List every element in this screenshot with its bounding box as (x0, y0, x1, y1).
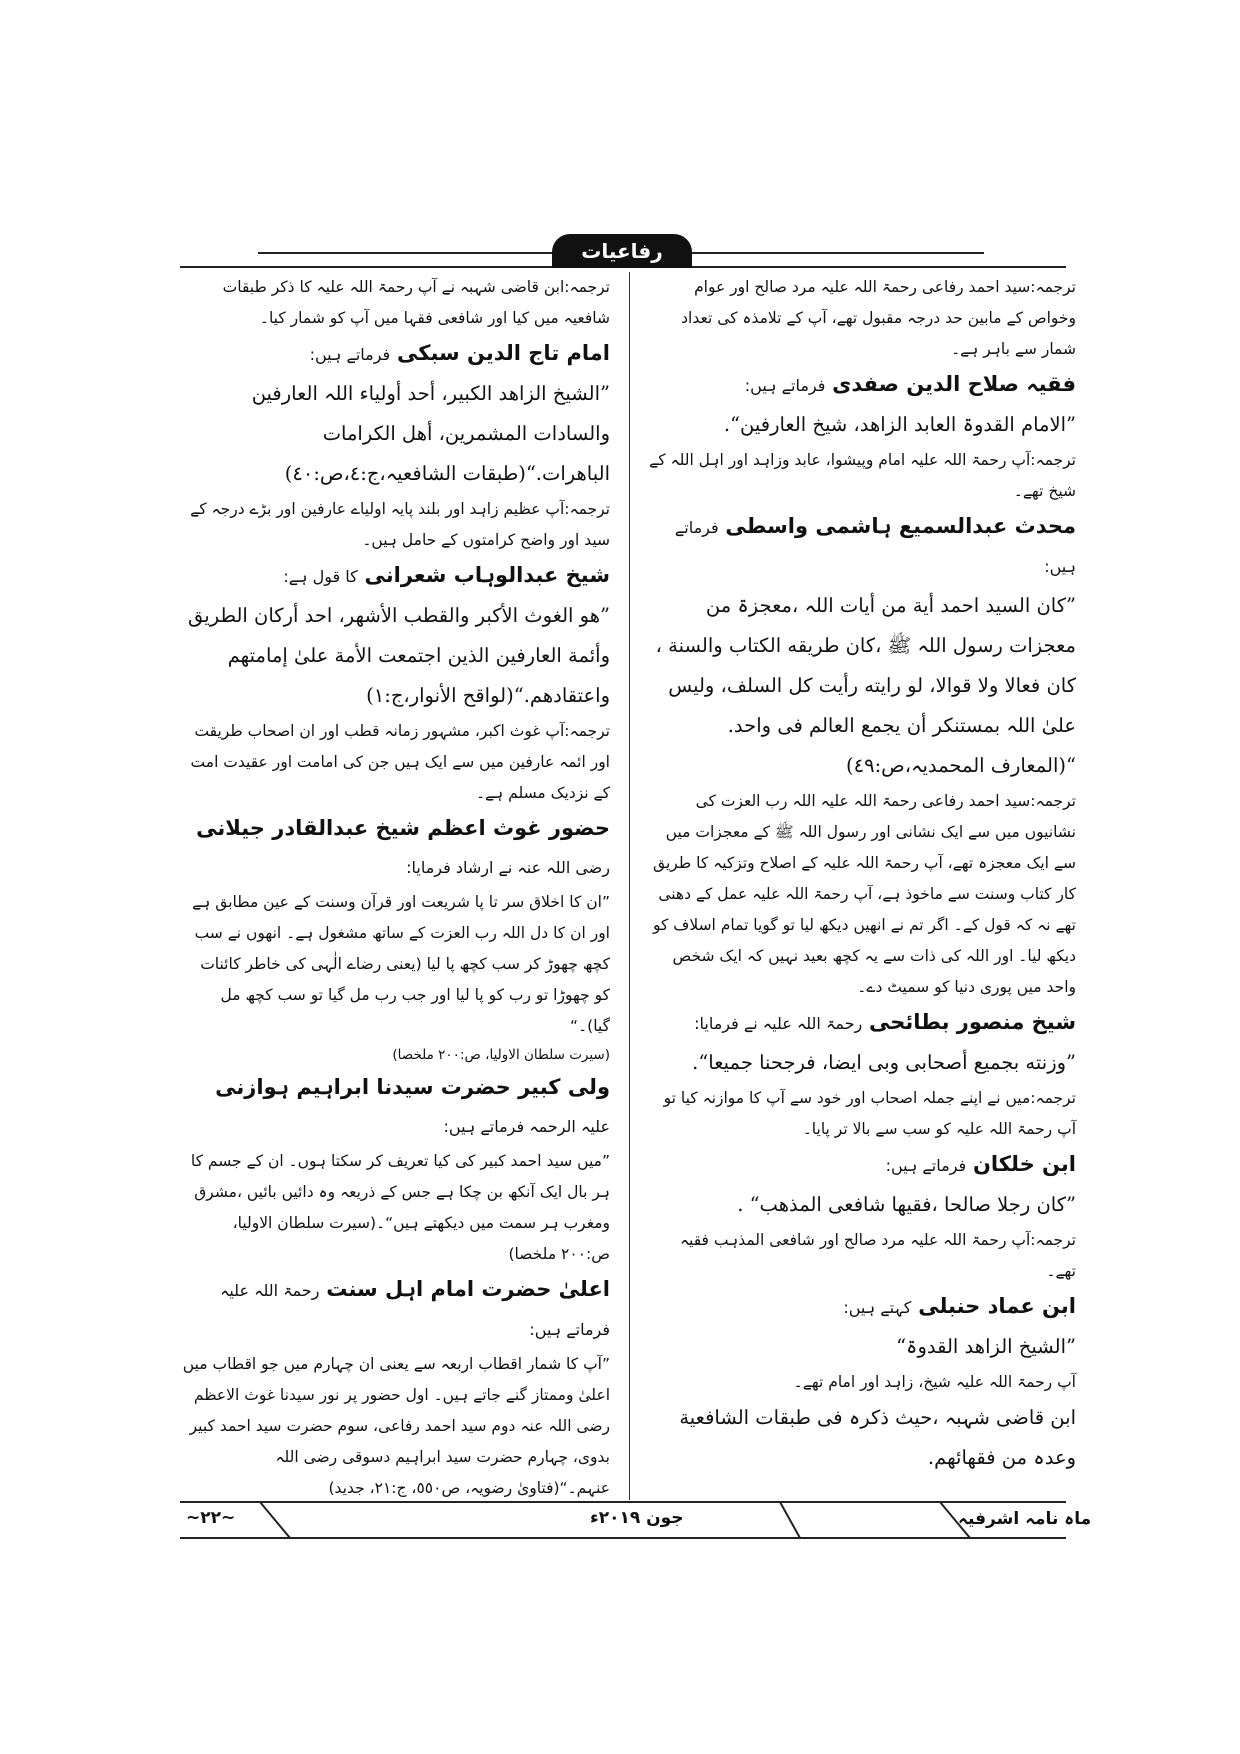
heading-name: ولی کبیر حضرت سیدنا ابراہیم ہوازنی (215, 1075, 610, 1099)
translation-paragraph: ترجمہ:آپ عظیم زاہد اور بلند پایہ اولیاے عارفین اور بڑے درجہ کے سید اور واضح کرامتوں کے حامل ہیں۔ (190, 500, 610, 549)
translation-paragraph: ترجمہ:ابن قاضی شہبہ نے آپ رحمۃ اللہ علیہ کا ذکر طبقات شافعیہ میں کیا اور شافعی فقہا میں آپ کو شمار کیا۔ (222, 278, 610, 327)
arabic-quote: ”ھو الغوث الأکبر والقطب الأشھر، احد أرکان الطریق وأئمة العارفین الذین اجتمعت الأمة علیٰ إمامتھم واعتقادھم.“(لواقح الأنوار،ج:١) (188, 604, 610, 707)
heading-name: امام تاج الدین سبکی (397, 341, 610, 365)
heading-name: محدث عبدالسمیع ہاشمی واسطی (725, 514, 1076, 538)
heading-name: شیخ عبدالوہاب شعرانی (364, 563, 610, 587)
left-column (180, 272, 610, 1504)
column-divider (629, 272, 630, 1500)
section-heading (648, 507, 1076, 586)
section-heading (180, 334, 610, 374)
translation-paragraph: ترجمہ:میں نے اپنے جملہ اصحاب اور خود سے آپ کا موازنہ کیا تو آپ رحمۃ اللہ علیہ کو سب سے بالا تر پایا۔ (663, 1089, 1076, 1138)
source-citation: (سیرت سلطان الاولیا، ص:٢٠٠ ملخصا) (392, 1047, 610, 1063)
heading-suffix: علیہ الرحمہ فرماتے ہیں: (443, 1117, 610, 1136)
translation-paragraph: ترجمہ:سید احمد رفاعی رحمۃ اللہ علیہ اللہ رب العزت کی نشانیوں میں سے ایک نشانی اور رسول اللہ ﷺ کے معجزات میں سے ایک معجزہ تھے، آپ رحمۃ اللہ علیہ کے اصلاح وتزکیہ کا طریق کار کتاب وسنت سے ماخوذ ہے، آپ رحمۃ اللہ علیہ عمل کے دھنی تھے نہ کہ قول کے۔ اگر تم نے انھیں دیکھ لیا تو گویا تمام اسلاف کو دیکھ لیا۔ اور اللہ کی ذات سے یہ کچھ بعید نہیں کہ ایک شخص واحد میں پوری دنیا کو سمیٹ دے۔ (652, 792, 1076, 996)
arabic-quote: ”الشیخ الزاھد القدوۃ“ (896, 1335, 1076, 1358)
heading-suffix: فرماتے ہیں: (744, 376, 826, 395)
magazine-name: ماہ نامہ اشرفیہ (958, 1509, 1092, 1529)
heading-suffix: فرماتے ہیں: (885, 1156, 967, 1175)
section-title: رفاعیات (552, 234, 692, 268)
section-heading (180, 1270, 610, 1349)
translation-paragraph: ”میں سید احمد کبیر کی کیا تعریف کر سکتا ہوں۔ ان کے جسم کا ہر بال ایک آنکھ بن چکا ہے جس کے ذریعہ وہ دائیں بائیں ،مشرق ومغرب ہر سمت میں دیکھتے ہیں“۔(سیرت سلطان الاولیا، ص:٢٠٠ ملخصا) (190, 1152, 610, 1263)
heading-suffix: کا قول ہے: (283, 567, 358, 586)
arabic-quote: ”وزنته بجمیع أصحابی وبی ایضا، فرجحنا جمیعا“. (692, 1051, 1076, 1074)
heading-suffix: رحمۃ اللہ علیہ فرماتے ہیں: (219, 1281, 610, 1339)
heading-name: ابن عماد حنبلی (918, 1294, 1076, 1318)
heading-suffix: کہتے ہیں: (843, 1298, 912, 1317)
arabic-quote: ”کان رجلا صالحا ،فقیھا شافعی المذھب“ . (737, 1193, 1076, 1216)
section-heading (180, 809, 610, 887)
heading-name: شیخ منصور بطائحی (869, 1010, 1076, 1034)
section-heading (648, 1003, 1076, 1043)
section-heading (648, 365, 1076, 405)
translation-paragraph: ”آپ کا شمار اقطاب اربعہ سے یعنی ان چہارم میں جو اقطاب میں اعلیٰ وممتاز گنے جاتے ہیں۔ اول حضور پر نور سیدنا غوث الاعظم رضی اللہ عنہ دوم سید احمد رفاعی، سوم حضرت سید احمد کبیر بدوی، چہارم حضرت سید ابراہیم دسوقی رضی اللہ عنہم۔“(فتاویٰ رضویہ، ص٥٥٠، ج:٢١، جدید) (182, 1355, 610, 1497)
heading-suffix: فرماتے ہیں: (309, 345, 391, 364)
arabic-quote: ”کان السید احمد أیة من أیات اللہ ،معجزۃ من معجزات رسول اللہ ﷺ ،کان طریقه الکتاب والسنة ، کان فعالا ولا قوالا، لو رایته رأیت کل السلف، ولیس علیٰ اللہ بمستنکر أن یجمع العالم فی واحد. “(المعارف المحمدیہ،ص:٤٩) (655, 594, 1076, 777)
translation-paragraph: ترجمہ:سید احمد رفاعی رحمۃ اللہ علیہ مرد صالح اور عوام وخواص کے مابین حد درجہ مقبول تھے، آپ کے تلامذہ کی تعداد شمار سے باہر ہے۔ (681, 278, 1076, 358)
page-number: ~٢٢~ (186, 1508, 236, 1528)
heading-name: حضور غوث اعظم شیخ عبدالقادر جیلانی (196, 816, 610, 840)
translation-paragraph: ترجمہ:آپ رحمۃ اللہ علیہ امام وپیشوا، عابد وزاہد اور اہل اللہ کے شیخ تھے۔ (649, 451, 1076, 500)
arabic-quote: ”الامام القدوۃ العابد الزاھد، شیخ العارفین“. (723, 413, 1076, 436)
section-heading (648, 1145, 1076, 1185)
section-heading (648, 1287, 1076, 1327)
translation-paragraph: ”ان کا اخلاق سر تا پا شریعت اور قرآن وسنت کے عین مطابق ہے اور ان کا دل اللہ رب العزت کے ساتھ مشغول ہے۔ انھوں نے سب کچھ چھوڑ کر سب کچھ پا لیا (یعنی رضاے الٰہی کی خاطر کائنات کو چھوڑا تو رب کو پا لیا اور جب رب مل گیا تو سب کچھ مل گیا)۔“ (192, 893, 610, 1035)
heading-name: اعلیٰ حضرت امام اہل سنت (326, 1277, 610, 1301)
translation-paragraph: آپ رحمۃ اللہ علیہ شیخ، زاہد اور امام تھے۔ (793, 1373, 1076, 1391)
section-heading (180, 1068, 610, 1146)
section-heading (180, 556, 610, 596)
translation-paragraph: ترجمہ:آپ رحمۃ اللہ علیہ مرد صالح اور شافعی المذہب فقیہ تھے۔ (679, 1231, 1076, 1280)
heading-suffix: فرماتے ہیں: (674, 518, 1076, 576)
heading-name: فقیہ صلاح الدین صفدی (832, 372, 1076, 396)
arabic-quote: ”الشیخ الزاھد الکبیر، أحد أولیاء اللہ العارفین والسادات المشمرین، أھل الکرامات الباھرات.“(طبقات الشافعیہ،ج:٤،ص:٤٠) (251, 382, 610, 485)
right-column (648, 272, 1076, 1478)
heading-name: ابن خلکان (972, 1152, 1076, 1176)
issue-date: جون ٢٠١٩ء (590, 1508, 684, 1528)
heading-suffix: رحمۃ اللہ علیہ نے فرمایا: (694, 1014, 863, 1033)
translation-paragraph: ترجمہ:آپ غوث اکبر، مشہور زمانہ قطب اور ان اصحاب طریقت اور ائمہ عارفین میں سے ایک ہیں جن کی امامت اور عقیدت امت کے نزدیک مسلم ہے۔ (190, 722, 610, 802)
heading-suffix: رضی اللہ عنہ نے ارشاد فرمایا: (406, 858, 610, 877)
arabic-quote: ابن قاضی شہبہ ،حیث ذکرہ فی طبقات الشافعیة وعدہ من فقھائھم. (679, 1406, 1076, 1469)
